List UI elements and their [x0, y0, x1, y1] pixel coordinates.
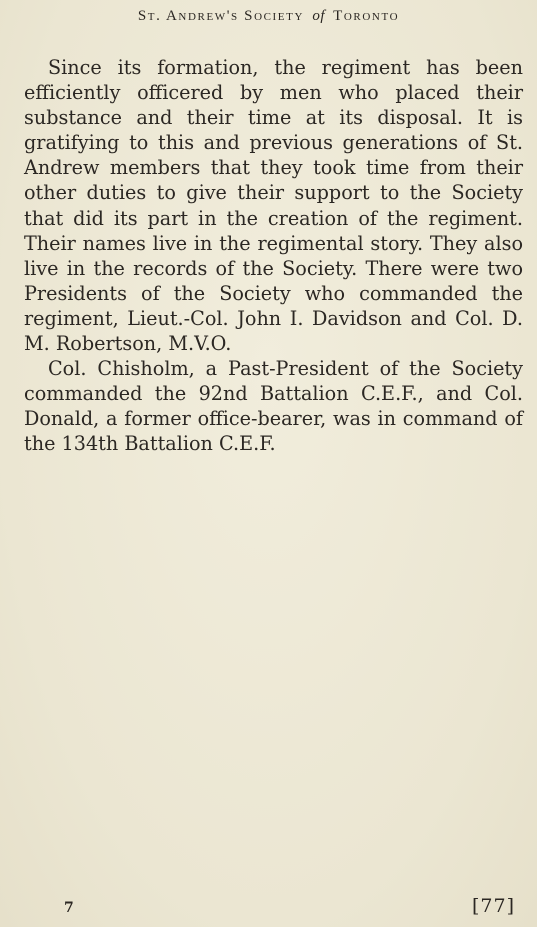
running-head-of: of — [312, 8, 326, 24]
running-head-title: St. Andrew's Society — [137, 8, 304, 24]
body-text — [24, 55, 523, 457]
paragraph-2: Col. Chisholm, a Past-President of the Society commanded the 92nd Battalion C.E.F., and Col. Donald, a former office-bearer, was in command of the 134th Battalion C.E.F. — [24, 357, 523, 456]
running-head — [0, 8, 537, 25]
paragraph-1: Since its formation, the regiment has been efficiently officered by men who placed their substance and their time at its disposal. It is gratifying to this and previous generations of St. Andrew members that they took time from their other duties to give their support to the Society that did its part in the creation of the regiment. Their names live in the regimental story. They also live in the records of the Society. There were two Presidents of the Society who commanded the regiment, Lieut.-Col. John I. Davidson and Col. D. M. Robertson, M.V.O. — [24, 56, 523, 356]
signature-mark: 7 — [64, 900, 74, 916]
page-number: [77] — [471, 895, 515, 917]
running-head-place: Toronto — [333, 8, 400, 24]
